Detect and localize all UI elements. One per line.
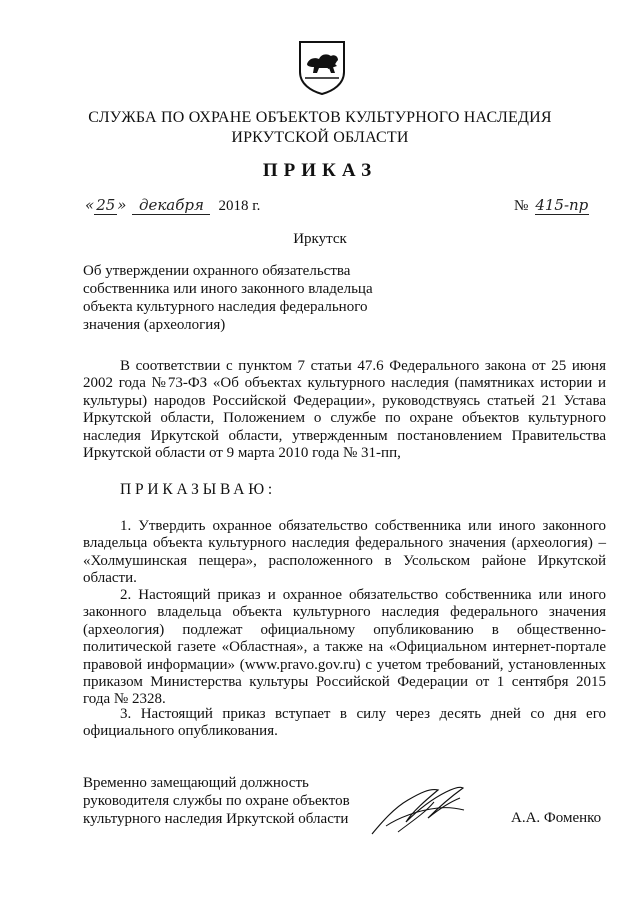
position-line: руководителя службы по охране объектов [83, 793, 350, 809]
order-item-1: 1. Утвердить охранное обязательство собственника или иного законного владельца объекта культурного наследия федерального значения (археология) – «Холмушинская пещера», расположенного в Усольском районе Иркутской области. [83, 518, 606, 587]
date-year: 2018 г. [218, 198, 261, 214]
subject-line: собственника или иного законного владельца [83, 281, 373, 297]
preamble-paragraph: В соответствии с пунктом 7 статьи 47.6 Федерального закона от 25 июня 2002 года №73-ФЗ «Об объектах культурного наследия (памятниках истории и культуры) народов Российской Федерации», руководствуясь статьей 21 Устава Иркутской области, Положением о службе по охране объектов культурного наследия Иркутской области, утвержденным постановлением Правительства Иркутской области от 9 марта 2010 года № 31-пп, [83, 358, 606, 462]
date-open-quote: « [85, 196, 95, 214]
order-subject [83, 262, 383, 334]
signatory-position [83, 774, 373, 828]
subject-line: Об утверждении охранного обязательства [83, 263, 351, 279]
signatory-name: А.А. Фоменко [511, 810, 602, 826]
organization-name-line1: СЛУЖБА ПО ОХРАНЕ ОБЪЕКТОВ КУЛЬТУРНОГО НАСЛЕДИЯ [88, 109, 552, 126]
handwritten-signature [368, 778, 468, 840]
position-line: Временно замещающий должность [83, 775, 309, 791]
position-line: культурного наследия Иркутской области [83, 811, 349, 827]
subject-line: объекта культурного наследия федерального [83, 299, 368, 315]
subject-line: значения (археология) [83, 317, 226, 333]
document-type-title: ПРИКАЗ [262, 160, 378, 181]
order-number-field [514, 196, 589, 215]
decree-word: ПРИКАЗЫВАЮ: [120, 481, 277, 498]
order-number-value: 415-пр [535, 196, 589, 214]
organization-name-line2: ИРКУТСКОЙ ОБЛАСТИ [231, 129, 409, 146]
date-field [85, 196, 260, 215]
date-close-quote: » [117, 196, 127, 214]
order-number-prefix: № [514, 198, 529, 214]
coat-of-arms-emblem [297, 40, 347, 96]
city-name: Иркутск [293, 231, 347, 247]
order-item-2: 2. Настоящий приказ и охранное обязательство собственника или иного законного владельца объекта культурного наследия федерального значения (археология) подлежат официальному опубликованию в общественно-политической газете «Областная», а также на «Официальном интернет-портале правовой информации» (www.pravo.gov.ru) с учетом требований, установленных приказом Министерства культуры Российской Федерации от 1 сентября 2015 года № 2328. [83, 587, 606, 708]
date-month: декабря [132, 196, 210, 215]
order-item-3: 3. Настоящий приказ вступает в силу через десять дней со дня его официального опубликования. [83, 706, 606, 740]
date-day: 25 [96, 196, 116, 214]
